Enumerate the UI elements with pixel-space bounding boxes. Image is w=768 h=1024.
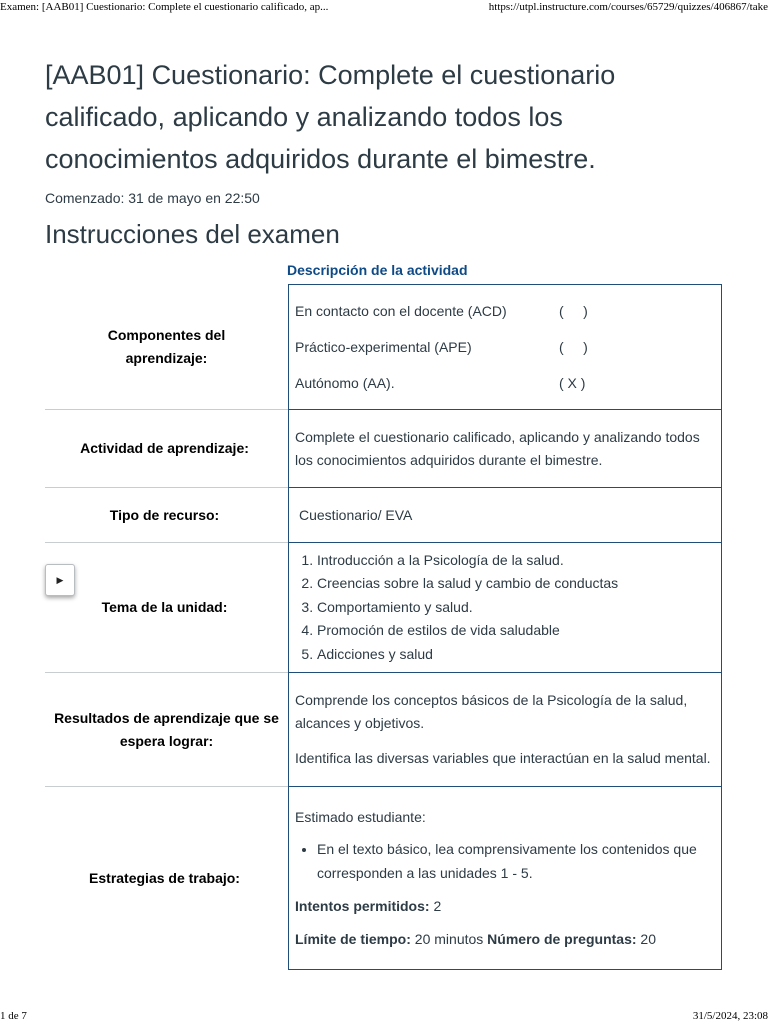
play-icon: ▶ [56,574,64,585]
component-item [295,365,715,401]
component-item [295,293,715,329]
row-components [45,285,722,410]
results-label: Resultados de aprendizaje que se espera lograr: [45,673,289,787]
unit-item: 4. Promoción de estilos de vida saludable [317,619,715,643]
result-text: Comprende los conceptos básicos de la Psicología de la salud, alcances y objetivos. [295,692,688,731]
unit-topic-value [289,543,722,673]
strategies-list [295,837,715,885]
unit-item: 2. Creencias sobre la salud y cambio de conductas [317,572,715,596]
row-strategies [45,787,722,970]
component-name: Autónomo (AA). [295,374,395,391]
print-footer [0,1010,768,1024]
instructions-heading: Instrucciones del examen [45,219,340,249]
row-resource-type [45,488,722,543]
time-limit-label: Límite de tiempo: [295,930,411,947]
component-item [295,329,715,365]
resource-type-value [289,488,722,543]
component-mark: ( ) [559,302,588,319]
quiz-content [45,54,735,947]
component-mark: ( ) [559,338,588,355]
strategies-label: Estrategias de trabajo: [45,787,289,970]
attempts-value: 2 [429,897,442,914]
print-header-title: Examen: [AAB01] Cuestionario: Complete el cuestionario calificado, ap... [0,1,329,13]
components-label: Componentes del aprendizaje: [107,326,226,366]
results-value [289,673,722,787]
component-name: En contacto con el docente (ACD) [295,302,507,319]
time-limit-value: 20 minutos [410,930,488,947]
unit-topic-label: Tema de la unidad: [45,543,289,673]
row-results [45,673,722,787]
activity-table [45,284,722,970]
print-header-url: https://utpl.instructure.com/courses/65729/quizzes/406867/take [488,1,768,13]
component-name: Práctico-experimental (APE) [295,338,472,355]
page-number: 1 de 7 [0,1010,27,1022]
attempts-line [295,895,715,918]
row-learning-activity [45,410,722,488]
resource-type-text: Cuestionario/ EVA [299,506,413,523]
time-questions-line [295,928,715,951]
page-title: [AAB01] Cuestionario: Complete el cuestionario calificado, aplicando y analizando todos los conocimientos adquiridos durante el bimestre. [45,60,616,174]
row-unit-topic [45,543,722,673]
print-header [0,0,768,16]
components-value [289,285,722,410]
resource-type-label: Tipo de recurso: [45,488,289,543]
unit-item: 1. Introducción a la Psicología de la salud. [317,549,715,573]
strategy-item: • En el texto básico, lea comprensivamente los contenidos que corresponden a las unidades 1 - 5. [317,837,715,885]
unit-item: 5. Adicciones y salud [317,643,715,667]
expand-button[interactable] [45,564,75,596]
started-timestamp: Comenzado: 31 de mayo en 22:50 [45,190,260,206]
questions-value: 20 [636,930,656,947]
questions-label: Número de preguntas: [487,930,637,947]
learning-activity-value: Complete el cuestionario calificado, aplicando y analizando todos los conocimientos adquiridos durante el bimestre. [289,410,722,488]
unit-item: 3. Comportamiento y salud. [317,596,715,620]
strategies-greeting: Estimado estudiante: [295,808,426,825]
activity-description-heading: Descripción de la actividad [287,262,468,278]
learning-activity-label: Actividad de aprendizaje: [45,410,289,488]
component-mark: ( X ) [559,374,586,391]
attempts-label: Intentos permitidos: [295,897,430,914]
result-text: Identifica las diversas variables que interactúan en la salud mental. [295,750,711,766]
strategies-value [289,787,722,970]
unit-list [295,549,715,667]
print-datetime: 31/5/2024, 23:08 [692,1010,768,1022]
